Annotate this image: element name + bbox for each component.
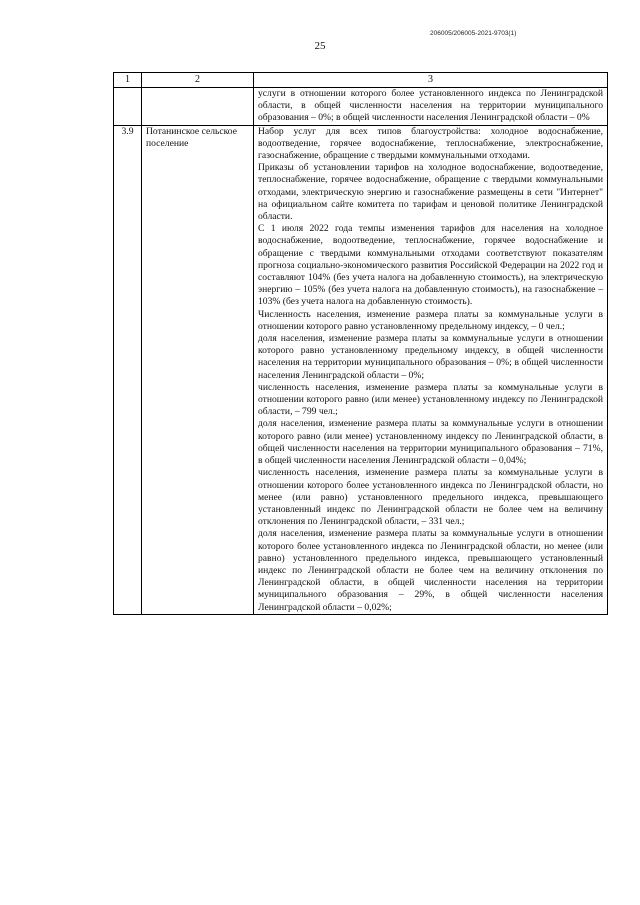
paragraph-population-equal-limit: Численность населения, изменение размера платы за коммунальные услуги в отношении которого равно установленному предельному индексу, – 0 чел.; xyxy=(258,308,603,332)
document-code: 206005/206005-2021-9703(1) xyxy=(430,30,517,37)
paragraph-tariff-rates: С 1 июля 2022 года темпы изменения тарифов для населения на холодное водоснабжение, водоотведение, теплоснабжение, горячее водоснабжение и обращение с твердыми коммунальными отходами соответствуют показателям прогноза социально-экономического развития Российской Федерации на 2022 год и составляют 104% (без учета налога на добавленную стоимость), на электрическую энергию – 105% (без учета налога на добавленную стоимость), на газоснабжение – 103% (без учета налога на добавленную стоимость). xyxy=(258,223,603,308)
paragraph-orders: Приказы об установлении тарифов на холодное водоснабжение, водоотведение, теплоснабжение, горячее водоснабжение, обращение с твердыми коммунальными отходами, электрическую энергию и газоснабжение размещены в сети "Интернет" на официальном сайте комитета по тарифам и ценовой политике Ленинградской области. xyxy=(258,162,603,223)
column-header-3: 3 xyxy=(254,73,608,88)
paragraph-share-equal-limit: доля населения, изменение размера платы за коммунальные услуги в отношении которого равно установленному предельному индексу, в общей численности населения на территории муниципального образования – 0%; в общей численности населения Ленинградской области – 0%; xyxy=(258,333,603,381)
tariff-table xyxy=(113,72,608,615)
table-header-row xyxy=(114,73,608,88)
continued-paragraph: услуги в отношении которого более установленного индекса по Ленинградской области, в общей численности населения на территории муниципального образования – 0%; в общей численности населения Ленинградской области – 0% xyxy=(258,88,603,124)
row-description xyxy=(254,125,608,614)
paragraph-share-below-index: доля населения, изменение размера платы за коммунальные услуги в отношении которого равно (или менее) установленному индексу по Ленинградской области, в общей численности населения на территории муниципального образования – 71%, в общей численности населения Ленинградской области – 0,04%; xyxy=(258,418,603,467)
paragraph-population-above-index: численность населения, изменение размера платы за коммунальные услуги в отношении которого более установленного индекса по Ленинградской области, но менее (или равно) установленного предельного индекса, превышающего установленный индекс по Ленинградской области не более чем на величину отклонения по Ленинградской области, – 331 чел.; xyxy=(258,467,603,528)
continued-name-cell xyxy=(142,88,254,126)
paragraph-population-below-index: численность населения, изменение размера платы за коммунальные услуги в отношении которого равно (или менее) установленному индексу по Ленинградской области, – 799 чел.; xyxy=(258,381,603,418)
table-row-continued xyxy=(114,88,608,126)
row-number: 3.9 xyxy=(114,125,142,614)
column-header-1: 1 xyxy=(114,73,142,88)
table-row xyxy=(114,125,608,614)
paragraph-services: Набор услуг для всех типов благоустройства: холодное водоснабжение, водоотведение, горячее водоснабжение, теплоснабжение, электроснабжение, газоснабжение, обращение с твердыми коммунальными отходами. xyxy=(258,125,603,162)
continued-text-cell xyxy=(254,88,608,126)
page-number: 25 xyxy=(314,40,326,52)
settlement-name: Потанинское сельское поселение xyxy=(142,125,254,614)
continued-num-cell xyxy=(114,88,142,126)
column-header-2: 2 xyxy=(142,73,254,88)
paragraph-share-above-index: доля населения, изменение размера платы за коммунальные услуги в отношении которого более установленного индекса по Ленинградской области, но менее (или равно) установленного предельного индекса, превышающего установленный индекс по Ленинградской области не более чем на величину отклонения по Ленинградской области, в общей численности населения на территории муниципального образования – 29%, в общей численности населения Ленинградской области – 0,02%; xyxy=(258,528,603,613)
